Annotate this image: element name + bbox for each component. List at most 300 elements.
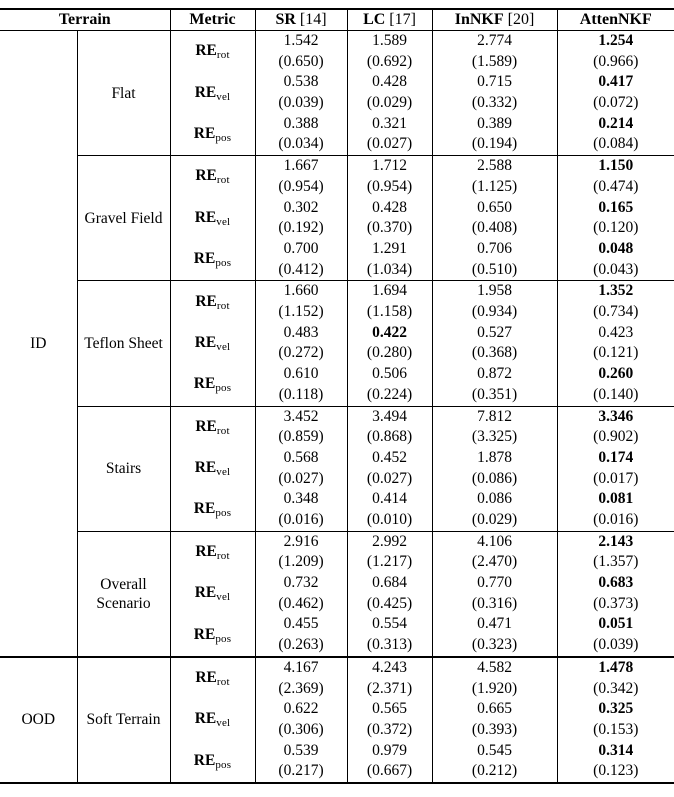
std-value: (0.667) — [366, 762, 413, 780]
metric-subscript: rot — [216, 424, 230, 437]
value-cell-sr — [255, 573, 347, 614]
metric-cell-vel — [170, 323, 255, 364]
std-value: (0.072) — [593, 94, 639, 112]
mean-value: 1.660 — [283, 282, 319, 300]
value-cell-innkf — [432, 239, 557, 281]
col-header-sr — [255, 9, 347, 31]
metric-cell-pos — [170, 489, 255, 531]
citation-ref: [14] — [299, 11, 327, 28]
std-value: (0.368) — [471, 344, 518, 362]
mean-value: 4.243 — [372, 658, 407, 676]
metric-label: RE — [193, 124, 216, 142]
std-value: (0.084) — [593, 135, 639, 153]
value-cell-sr — [255, 156, 347, 198]
value-cell-lc — [347, 323, 432, 364]
std-value: (0.123) — [593, 762, 639, 780]
mean-value: 0.483 — [283, 323, 319, 341]
std-value: (0.650) — [278, 52, 324, 70]
value-cell-lc — [347, 406, 432, 448]
metric-label: RE — [193, 250, 216, 268]
metric-subscript: vel — [216, 717, 231, 730]
mean-value: 1.352 — [598, 282, 634, 300]
value-cell-sr — [255, 741, 347, 783]
metric-label: RE — [193, 625, 216, 643]
mean-value: 0.471 — [477, 615, 512, 633]
std-value: (0.086) — [471, 469, 518, 487]
value-cell-lc — [347, 156, 432, 198]
mean-value: 0.770 — [477, 574, 512, 592]
citation-ref: [20] — [507, 11, 535, 28]
metric-subscript: pos — [215, 131, 232, 144]
std-value: (0.510) — [471, 260, 518, 278]
mean-value: 1.667 — [283, 157, 319, 175]
value-cell-sr — [255, 489, 347, 531]
mean-value: 0.872 — [477, 365, 512, 383]
mean-value: 0.538 — [283, 73, 319, 91]
value-cell-lc — [347, 614, 432, 656]
col-header-lc — [347, 9, 432, 31]
std-value: (0.153) — [593, 720, 639, 738]
std-value: (0.280) — [366, 344, 413, 362]
metric-cell-pos — [170, 239, 255, 281]
std-value: (0.859) — [278, 428, 324, 446]
metric-subscript: pos — [215, 758, 232, 771]
std-value: (0.029) — [471, 510, 518, 528]
std-value: (0.118) — [278, 385, 324, 403]
mean-value: 0.165 — [598, 198, 634, 216]
value-cell-innkf — [432, 198, 557, 239]
category-cell-id: ID — [30, 334, 47, 352]
terrain-cell-stairs: Stairs — [77, 406, 170, 531]
table-row — [0, 657, 674, 699]
value-cell-attennkf — [557, 156, 674, 198]
value-cell-attennkf — [557, 573, 674, 614]
std-value: (0.425) — [366, 594, 413, 612]
metric-subscript: rot — [216, 299, 230, 312]
table-row — [0, 406, 674, 448]
std-value: (0.412) — [278, 260, 324, 278]
std-value: (1.920) — [471, 679, 518, 697]
std-value: (0.934) — [471, 303, 518, 321]
std-value: (0.316) — [471, 594, 518, 612]
method-name: InNKF — [454, 11, 504, 28]
metric-cell-pos — [170, 614, 255, 656]
value-cell-sr — [255, 364, 347, 406]
value-cell-lc — [347, 489, 432, 531]
mean-value: 1.291 — [372, 239, 407, 257]
mean-value: 0.174 — [598, 448, 634, 466]
value-cell-lc — [347, 573, 432, 614]
std-value: (1.125) — [471, 177, 518, 195]
value-cell-attennkf — [557, 114, 674, 156]
terrain-cell-flat: Flat — [77, 31, 170, 156]
mean-value: 0.715 — [477, 73, 512, 91]
value-cell-sr — [255, 114, 347, 156]
value-cell-lc — [347, 657, 432, 699]
value-cell-innkf — [432, 323, 557, 364]
mean-value: 0.506 — [372, 365, 407, 383]
mean-value: 1.478 — [598, 658, 634, 676]
std-value: (0.332) — [471, 94, 518, 112]
metric-cell-pos — [170, 114, 255, 156]
std-value: (0.027) — [278, 469, 324, 487]
col-header-attennkf — [557, 9, 674, 31]
std-value: (0.393) — [471, 720, 518, 738]
metric-label: RE — [193, 500, 216, 518]
value-cell-innkf — [432, 156, 557, 198]
mean-value: 0.684 — [372, 574, 407, 592]
mean-value: 0.545 — [477, 741, 512, 759]
metric-label: RE — [194, 710, 217, 728]
mean-value: 0.706 — [477, 239, 512, 257]
metric-label: RE — [194, 208, 217, 226]
std-value: (0.029) — [366, 94, 413, 112]
table-row — [0, 156, 674, 198]
metric-label: RE — [195, 542, 217, 560]
value-cell-lc — [347, 281, 432, 323]
mean-value: 0.325 — [598, 700, 634, 718]
value-cell-attennkf — [557, 448, 674, 489]
metric-cell-vel — [170, 72, 255, 113]
value-cell-innkf — [432, 31, 557, 73]
std-value: (0.474) — [593, 177, 639, 195]
terrain-cell-soft-terrain: Soft Terrain — [77, 657, 170, 783]
std-value: (0.217) — [278, 762, 324, 780]
mean-value: 0.665 — [477, 700, 512, 718]
metric-subscript: vel — [216, 90, 231, 103]
std-value: (0.462) — [278, 594, 324, 612]
std-value: (0.351) — [471, 385, 518, 403]
metric-label: RE — [194, 83, 217, 101]
mean-value: 0.554 — [372, 615, 407, 633]
value-cell-innkf — [432, 573, 557, 614]
mean-value: 0.423 — [598, 323, 634, 341]
mean-value: 0.348 — [283, 490, 319, 508]
metric-cell-rot — [170, 281, 255, 323]
metric-label: RE — [193, 375, 216, 393]
mean-value: 1.878 — [477, 448, 512, 466]
mean-value: 1.254 — [598, 32, 634, 49]
std-value: (1.589) — [471, 52, 518, 70]
metric-cell-rot — [170, 657, 255, 699]
mean-value: 0.455 — [283, 615, 319, 633]
mean-value: 1.712 — [372, 157, 407, 175]
metric-cell-pos — [170, 741, 255, 783]
mean-value: 2.143 — [598, 532, 634, 550]
std-value: (0.027) — [366, 469, 413, 487]
mean-value: 0.051 — [598, 615, 634, 633]
std-value: (1.152) — [278, 303, 324, 321]
metric-label: RE — [195, 417, 217, 435]
std-value: (0.212) — [471, 762, 518, 780]
method-name: AttenNKF — [579, 11, 652, 28]
value-cell-attennkf — [557, 364, 674, 406]
value-cell-attennkf — [557, 657, 674, 699]
value-cell-lc — [347, 531, 432, 573]
value-cell-sr — [255, 72, 347, 113]
value-cell-attennkf — [557, 239, 674, 281]
value-cell-attennkf — [557, 614, 674, 656]
std-value: (0.010) — [366, 510, 413, 528]
mean-value: 2.774 — [477, 32, 512, 49]
method-name: SR — [275, 11, 296, 28]
table-header — [0, 9, 674, 31]
metric-label: RE — [195, 292, 217, 310]
mean-value: 0.452 — [372, 448, 407, 466]
mean-value: 4.167 — [283, 658, 319, 676]
value-cell-sr — [255, 281, 347, 323]
mean-value: 0.610 — [283, 365, 319, 383]
std-value: (3.325) — [471, 428, 518, 446]
metric-subscript: vel — [216, 466, 231, 479]
value-cell-lc — [347, 239, 432, 281]
std-value: (0.954) — [278, 177, 324, 195]
value-cell-lc — [347, 364, 432, 406]
mean-value: 0.527 — [477, 323, 512, 341]
metric-label: RE — [194, 584, 217, 602]
std-value: (0.313) — [366, 636, 413, 654]
std-value: (1.209) — [278, 553, 324, 571]
mean-value: 0.428 — [372, 198, 407, 216]
metric-subscript: rot — [216, 49, 230, 62]
table-row — [0, 281, 674, 323]
value-cell-attennkf — [557, 699, 674, 740]
std-value: (0.954) — [366, 177, 413, 195]
value-cell-innkf — [432, 531, 557, 573]
mean-value: 1.589 — [372, 32, 407, 49]
metric-cell-vel — [170, 198, 255, 239]
mean-value: 0.302 — [283, 198, 319, 216]
metric-cell-rot — [170, 406, 255, 448]
std-value: (0.370) — [366, 219, 413, 237]
table-body — [0, 31, 674, 784]
std-value: (1.217) — [366, 553, 413, 571]
value-cell-innkf — [432, 448, 557, 489]
mean-value: 0.732 — [283, 574, 319, 592]
mean-value: 0.321 — [372, 114, 407, 132]
value-cell-attennkf — [557, 741, 674, 783]
terrain-cell-gravel-field: Gravel Field — [77, 156, 170, 281]
metric-subscript: rot — [216, 676, 230, 689]
value-cell-sr — [255, 406, 347, 448]
std-value: (1.158) — [366, 303, 413, 321]
value-cell-attennkf — [557, 406, 674, 448]
value-cell-attennkf — [557, 31, 674, 73]
value-cell-innkf — [432, 281, 557, 323]
std-value: (0.272) — [278, 344, 324, 362]
metric-cell-rot — [170, 31, 255, 73]
mean-value: 0.700 — [283, 239, 319, 257]
metric-cell-rot — [170, 156, 255, 198]
mean-value: 3.452 — [283, 407, 319, 425]
mean-value: 0.568 — [283, 448, 319, 466]
mean-value: 1.542 — [283, 32, 319, 49]
mean-value: 2.588 — [477, 157, 512, 175]
value-cell-attennkf — [557, 281, 674, 323]
value-cell-lc — [347, 741, 432, 783]
value-cell-innkf — [432, 406, 557, 448]
std-value: (0.017) — [593, 469, 639, 487]
std-value: (0.027) — [366, 135, 413, 153]
metric-cell-vel — [170, 573, 255, 614]
value-cell-sr — [255, 657, 347, 699]
std-value: (2.369) — [278, 679, 324, 697]
metric-subscript: vel — [216, 215, 231, 228]
value-cell-sr — [255, 323, 347, 364]
value-cell-innkf — [432, 489, 557, 531]
mean-value: 0.979 — [372, 741, 407, 759]
metric-subscript: rot — [216, 549, 230, 562]
mean-value: 0.086 — [477, 490, 512, 508]
std-value: (0.120) — [593, 219, 639, 237]
mean-value: 0.081 — [598, 490, 634, 508]
value-cell-innkf — [432, 614, 557, 656]
metric-label: RE — [194, 459, 217, 477]
value-cell-sr — [255, 699, 347, 740]
value-cell-innkf — [432, 657, 557, 699]
metric-cell-pos — [170, 364, 255, 406]
metric-label: RE — [195, 42, 217, 60]
col-header-metric: Metric — [170, 9, 255, 31]
metric-label: RE — [193, 751, 216, 769]
value-cell-sr — [255, 31, 347, 73]
value-cell-lc — [347, 72, 432, 113]
mean-value: 0.260 — [598, 365, 634, 383]
std-value: (0.016) — [278, 510, 324, 528]
mean-value: 0.683 — [598, 574, 634, 592]
value-cell-sr — [255, 614, 347, 656]
value-cell-innkf — [432, 364, 557, 406]
metric-label: RE — [195, 669, 217, 687]
std-value: (0.734) — [593, 303, 639, 321]
value-cell-attennkf — [557, 72, 674, 113]
mean-value: 0.417 — [598, 73, 634, 91]
mean-value: 0.622 — [283, 700, 319, 718]
table-row — [0, 31, 674, 73]
value-cell-lc — [347, 448, 432, 489]
value-cell-attennkf — [557, 198, 674, 239]
mean-value: 0.650 — [477, 198, 512, 216]
std-value: (0.373) — [593, 594, 639, 612]
metric-subscript: pos — [215, 382, 232, 395]
std-value: (0.140) — [593, 385, 639, 403]
metric-subscript: rot — [216, 174, 230, 187]
std-value: (0.966) — [593, 52, 639, 70]
category-cell-ood: OOD — [0, 657, 77, 783]
mean-value: 0.388 — [283, 114, 319, 132]
value-cell-lc — [347, 114, 432, 156]
results-table — [0, 8, 674, 784]
value-cell-innkf — [432, 72, 557, 113]
std-value: (0.034) — [278, 135, 324, 153]
mean-value: 0.414 — [372, 490, 407, 508]
std-value: (0.039) — [593, 636, 639, 654]
mean-value: 0.389 — [477, 114, 512, 132]
std-value: (0.692) — [366, 52, 413, 70]
value-cell-lc — [347, 31, 432, 73]
metric-cell-vel — [170, 448, 255, 489]
std-value: (0.263) — [278, 636, 324, 654]
std-value: (0.342) — [593, 679, 639, 697]
terrain-cell-overall-scenario: Overall Scenario — [77, 531, 170, 657]
mean-value: 0.314 — [598, 741, 634, 759]
mean-value: 0.565 — [372, 700, 407, 718]
std-value: (0.306) — [278, 720, 324, 738]
mean-value: 2.916 — [283, 532, 319, 550]
std-value: (0.323) — [471, 636, 518, 654]
metric-cell-vel — [170, 699, 255, 740]
std-value: (0.039) — [278, 94, 324, 112]
std-value: (2.470) — [471, 553, 518, 571]
value-cell-attennkf — [557, 531, 674, 573]
value-cell-attennkf — [557, 323, 674, 364]
col-header-innkf — [432, 9, 557, 31]
value-cell-sr — [255, 198, 347, 239]
std-value: (0.192) — [278, 219, 324, 237]
std-value: (0.408) — [471, 219, 518, 237]
value-cell-innkf — [432, 741, 557, 783]
value-cell-sr — [255, 448, 347, 489]
value-cell-sr — [255, 239, 347, 281]
value-cell-innkf — [432, 114, 557, 156]
header-row — [0, 9, 674, 31]
metric-subscript: vel — [216, 591, 231, 604]
std-value: (0.902) — [593, 428, 639, 446]
mean-value: 7.812 — [477, 407, 512, 425]
citation-ref: [17] — [389, 11, 416, 28]
mean-value: 1.958 — [477, 282, 512, 300]
mean-value: 4.582 — [477, 658, 512, 676]
std-value: (1.034) — [366, 260, 413, 278]
mean-value: 1.150 — [598, 157, 634, 175]
value-cell-lc — [347, 198, 432, 239]
std-value: (0.224) — [366, 385, 413, 403]
mean-value: 0.422 — [372, 323, 407, 341]
method-name: LC — [363, 11, 386, 28]
mean-value: 2.992 — [372, 532, 407, 550]
mean-value: 0.428 — [372, 73, 407, 91]
mean-value: 1.694 — [372, 282, 407, 300]
value-cell-innkf — [432, 699, 557, 740]
std-value: (2.371) — [366, 679, 413, 697]
metric-label: RE — [195, 167, 217, 185]
metric-cell-rot — [170, 531, 255, 573]
terrain-cell-teflon-sheet: Teflon Sheet — [77, 281, 170, 406]
std-value: (0.043) — [593, 260, 639, 278]
mean-value: 0.214 — [598, 114, 634, 132]
std-value: (0.194) — [471, 135, 518, 153]
metric-subscript: pos — [215, 507, 232, 520]
std-value: (1.357) — [593, 553, 639, 571]
std-value: (0.868) — [366, 428, 413, 446]
value-cell-lc — [347, 699, 432, 740]
value-cell-attennkf — [557, 489, 674, 531]
mean-value: 3.346 — [598, 407, 634, 425]
metric-subscript: vel — [216, 340, 231, 353]
metric-subscript: pos — [215, 632, 232, 645]
col-header-terrain: Terrain — [0, 9, 170, 31]
std-value: (0.016) — [593, 510, 639, 528]
std-value: (0.372) — [366, 720, 413, 738]
metric-label: RE — [194, 333, 217, 351]
mean-value: 4.106 — [477, 532, 512, 550]
mean-value: 3.494 — [372, 407, 407, 425]
table-row — [0, 531, 674, 573]
std-value: (0.121) — [593, 344, 639, 362]
mean-value: 0.539 — [283, 741, 319, 759]
mean-value: 0.048 — [598, 239, 634, 257]
metric-subscript: pos — [215, 257, 232, 270]
